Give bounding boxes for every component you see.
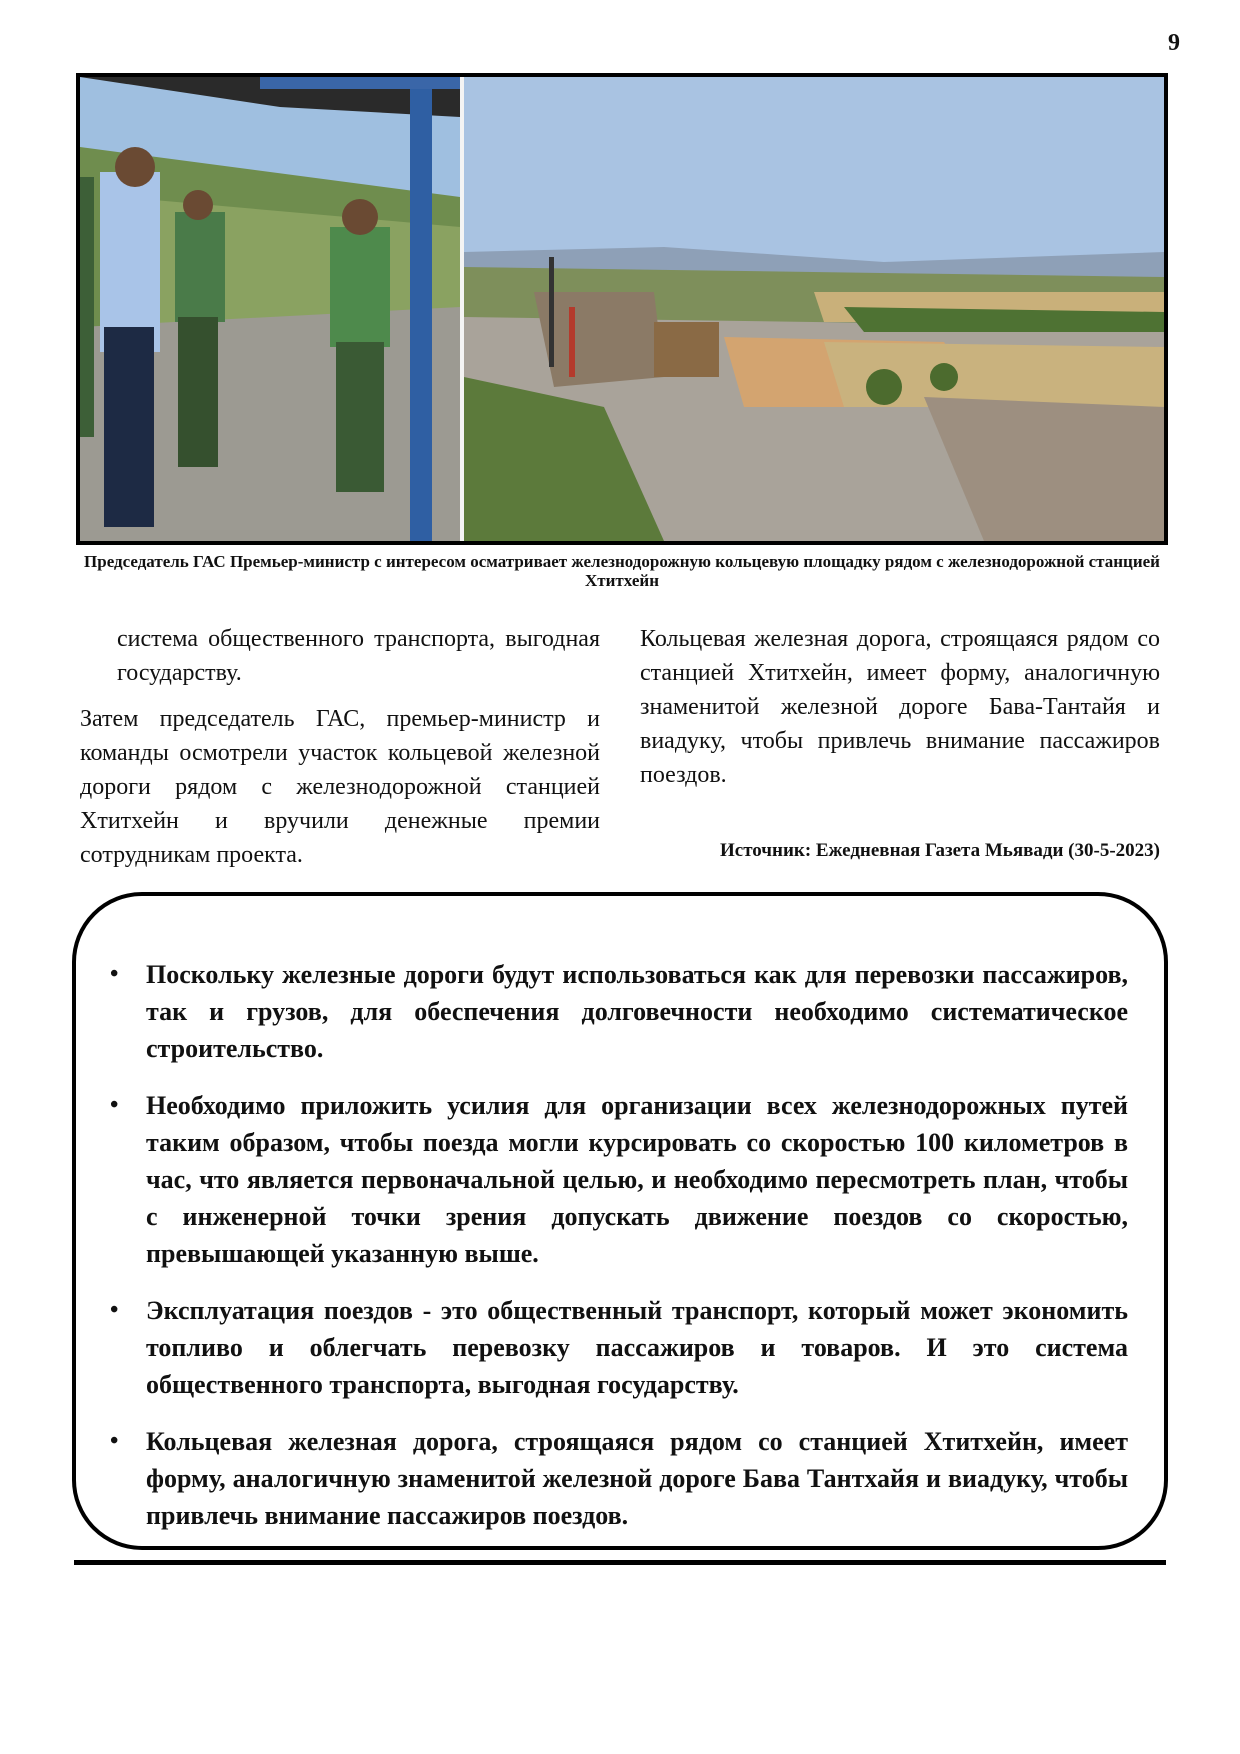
officials-inspection-photo — [80, 77, 464, 541]
left-paragraph-1: система общественного транспорта, выгодная государству. — [117, 626, 600, 686]
left-text-column — [80, 622, 600, 872]
right-paragraph-1: Кольцевая железная дорога, строящаяся рядом со станцией Хтитхейн, имеет форму, аналогичную знаменитой железной дороге Бава-Тантайя и виадуку, чтобы привлечь внимание пассажиров поездов. — [640, 626, 1160, 788]
photo-frame — [76, 73, 1168, 545]
page-number: 9 — [1168, 30, 1180, 56]
bullet-icon: • — [110, 1092, 119, 1118]
left-paragraph-2: Затем председатель ГАС, премьер-министр и команды осмотрели участок кольцевой железной дороги рядом с железнодорожной станцией Хтитхейн и вручили денежные премии сотрудникам проекта. — [80, 706, 600, 868]
bullet-icon: • — [110, 1297, 119, 1323]
photo-caption: Председатель ГАС Премьер-министр с интересом осматривает железнодорожную кольцевую площадку рядом с железнодорожной станцией Хтитхейн — [84, 552, 1160, 590]
bottom-divider — [74, 1560, 1166, 1565]
summary-item — [110, 956, 1128, 1067]
summary-item — [110, 1292, 1128, 1403]
bullet-icon: • — [110, 961, 119, 987]
summary-item-text: Поскольку железные дороги будут использоваться как для перевозки пассажиров, так и грузов, для обеспечения долговечности необходимо систематическое строительство. — [146, 960, 1128, 1063]
summary-list — [110, 956, 1128, 1554]
summary-item-text: Эксплуатация поездов - это общественный транспорт, который может экономить топливо и облегчать перевозку пассажиров и товаров. И это система общественного транспорта, выгодная государству. — [146, 1296, 1128, 1399]
right-text-column — [640, 622, 1160, 792]
summary-box — [72, 892, 1168, 1550]
summary-item — [110, 1423, 1128, 1534]
summary-item-text: Кольцевая железная дорога, строящаяся рядом со станцией Хтитхейн, имеет форму, аналогичную знаменитой железной дороге Бава Тантхайя и виадуку, чтобы привлечь внимание пассажиров поездов. — [146, 1427, 1128, 1530]
source-citation: Источник: Ежедневная Газета Мьявади (30-5-2023) — [720, 840, 1160, 861]
railway-construction-site-photo — [464, 77, 1164, 541]
bullet-icon: • — [110, 1428, 119, 1454]
summary-item-text: Необходимо приложить усилия для организации всех железнодорожных путей таким образом, чтобы поезда могли курсировать со скоростью 100 километров в час, что является первоначальной целью, и необходимо пересмотреть план, чтобы с инженерной точки зрения допускать движение поездов со скоростью, превышающей указанную выше. — [146, 1091, 1128, 1268]
summary-item — [110, 1087, 1128, 1272]
